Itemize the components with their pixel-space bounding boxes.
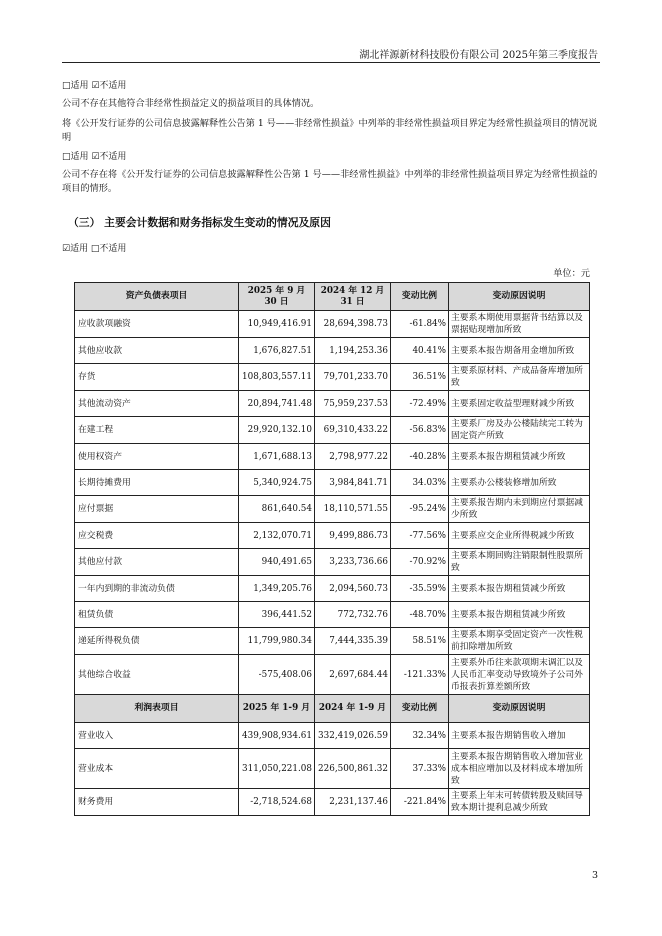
table-header-row [75,695,590,723]
applicability-checkbox-2: □适用 ☑不适用 [62,152,127,162]
item-cell: 租赁负债 [75,602,239,628]
table-header-cell: 2025 年 9 月 30 日 [239,283,315,311]
change-ratio-cell: -40.28% [391,444,449,470]
paragraph-definition-note: 将《公开发行证券的公司信息披露解释性公告第 1 号——非经常性损益》中列举的非经常性损益项目界定为经常性损益项目的情况说明 [62,118,598,143]
previous-value-cell: 75,959,237.53 [315,391,391,417]
table-header-cell: 利润表项目 [75,695,239,723]
applicability-checkbox-3: ☑适用 □不适用 [62,244,127,254]
paragraph-no-other-items: 公司不存在其他符合非经常性损益定义的损益项目的具体情况。 [62,98,320,109]
previous-value-cell: 28,694,398.73 [315,311,391,338]
reason-cell: 主要系本期使用票据背书结算以及票据贴现增加所致 [449,311,590,338]
change-ratio-cell: -72.49% [391,391,449,417]
financial-changes-table [74,282,590,816]
applicability-checkbox-1: □适用 ☑不适用 [62,81,127,91]
table-row [75,576,590,602]
section-title: （三） 主要会计数据和财务指标发生变动的情况及原因 [68,216,331,229]
current-value-cell: 311,050,221.08 [239,749,315,789]
change-ratio-cell: -35.59% [391,576,449,602]
unit-label: 单位：元 [553,268,590,279]
previous-value-cell: 69,310,433.22 [315,417,391,444]
table-row [75,391,590,417]
page-number: 3 [591,870,598,881]
item-cell: 应付票据 [75,496,239,523]
current-value-cell: 1,671,688.13 [239,444,315,470]
item-cell: 应收款项融资 [75,311,239,338]
change-ratio-cell: -121.33% [391,655,449,695]
table-header-cell: 2025 年 1-9 月 [239,695,315,723]
table-row [75,749,590,789]
header-divider [62,62,600,63]
item-cell: 营业收入 [75,723,239,749]
reason-cell: 主要系本报告期备用金增加所致 [449,338,590,364]
table-row [75,338,590,364]
reason-cell: 主要系本报告期租赁减少所致 [449,602,590,628]
reason-cell: 主要系原材料、产成品备库增加所致 [449,364,590,391]
change-ratio-cell: -48.70% [391,602,449,628]
table-row [75,602,590,628]
change-ratio-cell: -221.84% [391,789,449,816]
current-value-cell: 861,640.54 [239,496,315,523]
item-cell: 使用权资产 [75,444,239,470]
previous-value-cell: 2,231,137.46 [315,789,391,816]
reason-cell: 主要系外币往来款项期末调汇以及人民币汇率变动导致境外子公司外币报表折算差额所致 [449,655,590,695]
reason-cell: 主要系报告期内未到期应付票据减少所致 [449,496,590,523]
reason-cell: 主要系本报告期销售收入增加营业成本相应增加以及材料成本增加所致 [449,749,590,789]
table-row [75,311,590,338]
reason-cell: 主要系厂房及办公楼陆续完工转为固定资产所致 [449,417,590,444]
reason-cell: 主要系上年末可转债转股及赎回导致本期计提利息减少所致 [449,789,590,816]
change-ratio-cell: 36.51% [391,364,449,391]
previous-value-cell: 3,984,841.71 [315,470,391,496]
current-value-cell: 11,799,980.34 [239,628,315,655]
previous-value-cell: 2,094,560.73 [315,576,391,602]
table-header-cell: 变动原因说明 [449,283,590,311]
previous-value-cell: 226,500,861.32 [315,749,391,789]
item-cell: 存货 [75,364,239,391]
item-cell: 递延所得税负债 [75,628,239,655]
item-cell: 其他流动资产 [75,391,239,417]
table-row [75,417,590,444]
previous-value-cell: 2,798,977.22 [315,444,391,470]
change-ratio-cell: -77.56% [391,523,449,549]
reason-cell: 主要系本报告期租赁减少所致 [449,444,590,470]
change-ratio-cell: 37.33% [391,749,449,789]
current-value-cell: 20,894,741.48 [239,391,315,417]
current-value-cell: 29,920,132.10 [239,417,315,444]
previous-value-cell: 2,697,684.44 [315,655,391,695]
previous-value-cell: 18,110,571.55 [315,496,391,523]
table-row [75,789,590,816]
table-row [75,496,590,523]
change-ratio-cell: 34.03% [391,470,449,496]
item-cell: 其他应收款 [75,338,239,364]
table-header-row [75,283,590,311]
reason-cell: 主要系本报告期销售收入增加 [449,723,590,749]
change-ratio-cell: -61.84% [391,311,449,338]
previous-value-cell: 3,233,736.66 [315,549,391,576]
table-row [75,470,590,496]
previous-value-cell: 1,194,253.36 [315,338,391,364]
change-ratio-cell: -70.92% [391,549,449,576]
table-row [75,549,590,576]
change-ratio-cell: 40.41% [391,338,449,364]
previous-value-cell: 79,701,233.70 [315,364,391,391]
table-header-cell: 变动比例 [391,695,449,723]
change-ratio-cell: -95.24% [391,496,449,523]
current-value-cell: 439,908,934.61 [239,723,315,749]
item-cell: 长期待摊费用 [75,470,239,496]
table-row [75,444,590,470]
table-row [75,723,590,749]
previous-value-cell: 7,444,335.39 [315,628,391,655]
reason-cell: 主要系本期回购注销限制性股票所致 [449,549,590,576]
financial-changes-table-body [75,283,590,816]
reason-cell: 主要系办公楼装修增加所致 [449,470,590,496]
reason-cell: 主要系本期享受固定资产一次性税前扣除增加所致 [449,628,590,655]
table-row [75,523,590,549]
current-value-cell: 108,803,557.11 [239,364,315,391]
item-cell: 其他应付款 [75,549,239,576]
current-value-cell: 1,676,827.51 [239,338,315,364]
reason-cell: 主要系固定收益型理财减少所致 [449,391,590,417]
change-ratio-cell: 58.51% [391,628,449,655]
item-cell: 一年内到期的非流动负债 [75,576,239,602]
current-value-cell: 10,949,416.91 [239,311,315,338]
table-header-cell: 2024 年 1-9 月 [315,695,391,723]
item-cell: 其他综合收益 [75,655,239,695]
table-header-cell: 变动原因说明 [449,695,590,723]
paragraph-no-reclassified-items: 公司不存在将《公开发行证券的公司信息披露解释性公告第 1 号——非经常性损益》中列举的非经常性损益项目界定为经常性损益的项目的情形。 [62,169,598,194]
table-row [75,655,590,695]
table-header-cell: 变动比例 [391,283,449,311]
item-cell: 应交税费 [75,523,239,549]
table-row [75,628,590,655]
current-value-cell: -575,408.06 [239,655,315,695]
current-value-cell: 940,491.65 [239,549,315,576]
reason-cell: 主要系本报告期租赁减少所致 [449,576,590,602]
previous-value-cell: 772,732.76 [315,602,391,628]
previous-value-cell: 9,499,886.73 [315,523,391,549]
current-value-cell: 2,132,070.71 [239,523,315,549]
item-cell: 在建工程 [75,417,239,444]
report-header-title: 湖北祥源新材科技股份有限公司 2025年第三季度报告 [359,50,598,61]
change-ratio-cell: -56.83% [391,417,449,444]
reason-cell: 主要系应交企业所得税减少所致 [449,523,590,549]
item-cell: 营业成本 [75,749,239,789]
previous-value-cell: 332,419,026.59 [315,723,391,749]
change-ratio-cell: 32.34% [391,723,449,749]
current-value-cell: -2,718,524.68 [239,789,315,816]
table-row [75,364,590,391]
current-value-cell: 5,340,924.75 [239,470,315,496]
item-cell: 财务费用 [75,789,239,816]
table-header-cell: 资产负债表项目 [75,283,239,311]
table-header-cell: 2024 年 12 月 31 日 [315,283,391,311]
current-value-cell: 1,349,205.76 [239,576,315,602]
current-value-cell: 396,441.52 [239,602,315,628]
